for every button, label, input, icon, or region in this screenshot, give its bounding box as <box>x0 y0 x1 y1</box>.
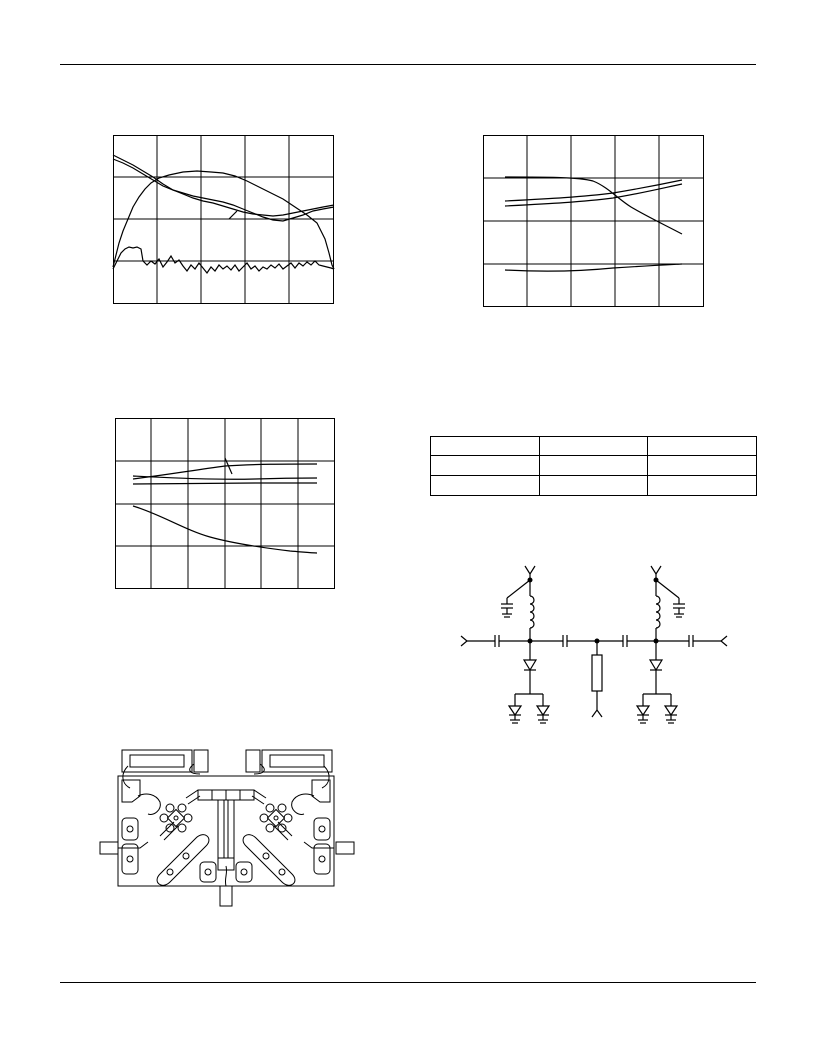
graph-3-plot <box>115 418 336 590</box>
right-inductor <box>656 596 660 628</box>
graph-1-curve-noise <box>113 247 334 273</box>
header-rule <box>60 64 756 65</box>
graph-1-leader <box>229 211 237 219</box>
graph-2-gridlines <box>483 135 704 307</box>
output-port-icon <box>721 636 727 646</box>
footer-rule <box>60 982 756 983</box>
schematic-wiring <box>461 566 727 723</box>
input-port-icon <box>461 636 467 646</box>
right-bias-input-icon <box>651 566 661 574</box>
pcb-drawing <box>100 750 354 906</box>
graph-1-gridlines <box>113 135 334 304</box>
left-bias-input-icon <box>525 566 535 574</box>
pcb-layout <box>100 746 356 908</box>
graph-2-curve-rising-1 <box>505 180 682 201</box>
pcb-layout-svg <box>100 746 356 908</box>
spec-table <box>430 436 757 496</box>
table-cell <box>431 456 540 476</box>
circuit-schematic-svg <box>455 560 745 730</box>
graph-3-gridlines <box>115 418 335 589</box>
circuit-schematic <box>455 560 745 730</box>
table-cell <box>539 456 648 476</box>
graph-1 <box>113 135 335 305</box>
graph-3 <box>115 418 336 590</box>
center-output-icon <box>592 710 602 717</box>
table-header-cell <box>648 437 757 456</box>
graph-1-curve-efficiency <box>113 171 334 269</box>
graph-2-plot <box>483 135 705 308</box>
table-row <box>431 476 757 496</box>
table-cell <box>648 456 757 476</box>
graph-2-curve-bottom <box>505 264 682 271</box>
graph-1-curve-gain <box>113 155 334 216</box>
table-header-cell <box>539 437 648 456</box>
table-cell <box>431 476 540 496</box>
table-header-row <box>431 437 757 456</box>
table-row <box>431 456 757 476</box>
graph-2 <box>483 135 705 308</box>
left-inductor <box>530 596 534 628</box>
schematic-junctions <box>528 578 659 644</box>
table-header-cell <box>431 437 540 456</box>
graph-1-plot <box>113 135 335 305</box>
table-cell <box>539 476 648 496</box>
table-cell <box>648 476 757 496</box>
